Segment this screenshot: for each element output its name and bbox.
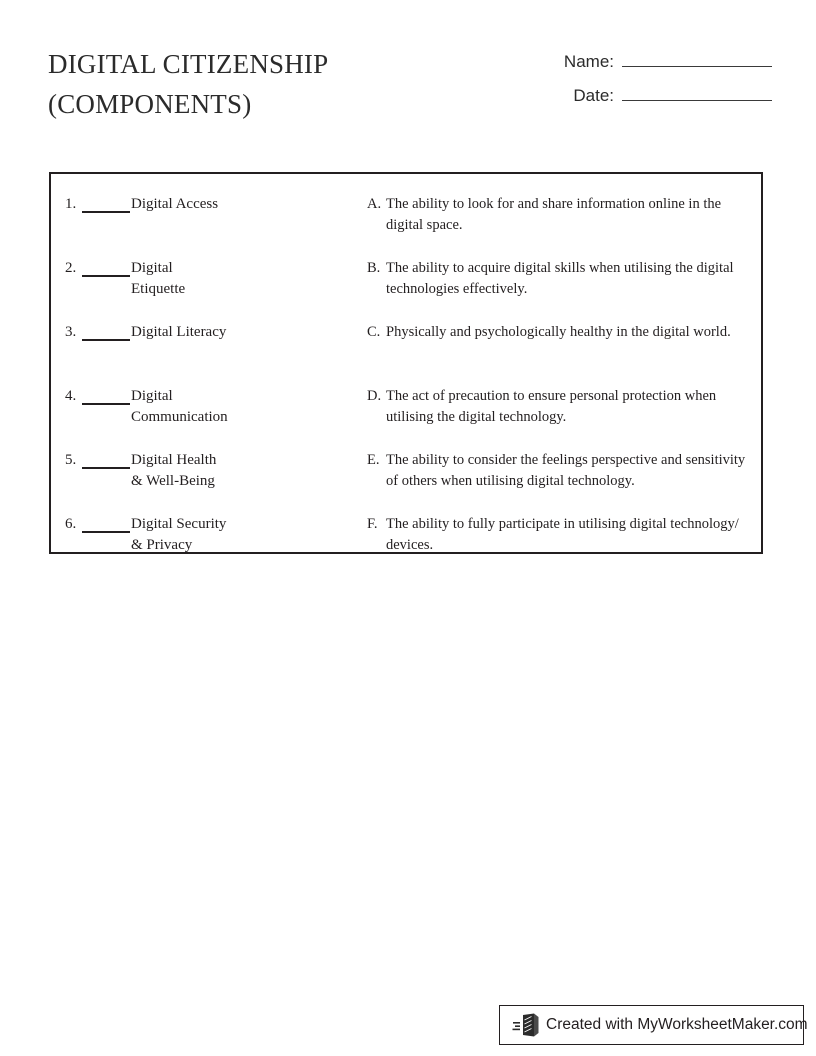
definition-row [367, 258, 755, 322]
term-answer-blank[interactable] [82, 275, 130, 277]
term-label-line-1: Digital Access [131, 196, 219, 212]
page-title-line-2: (COMPONENTS) [48, 89, 252, 119]
definition-row [367, 194, 755, 258]
date-input-line[interactable] [622, 81, 772, 101]
term-label-line-2: & Well-Being [131, 473, 215, 489]
definition-letter: D. [367, 388, 382, 404]
term-label [131, 322, 281, 343]
term-answer-blank[interactable] [82, 403, 130, 405]
definition-row [367, 450, 755, 514]
definition-row [367, 514, 755, 578]
name-row [520, 47, 772, 81]
term-number: 6. [65, 516, 77, 532]
term-label [131, 450, 281, 492]
term-label [131, 194, 281, 215]
term-answer-blank[interactable] [82, 339, 130, 341]
terms-column [65, 194, 365, 578]
matching-columns [51, 174, 761, 552]
term-number: 3. [65, 324, 77, 340]
definition-text: The ability to consider the feelings perspective and sensitivity of others when utilising digital technology. [386, 452, 746, 489]
term-row [65, 258, 365, 322]
definition-text: The act of precaution to ensure personal protection when utilising the digital technology. [386, 388, 717, 425]
definition-row [367, 322, 755, 386]
term-label-line-1: Digital [131, 388, 173, 404]
definition-letter: B. [367, 260, 381, 276]
term-number: 5. [65, 452, 77, 468]
definition-letter: A. [367, 196, 382, 212]
created-with-label: Created with MyWorksheetMaker.com [546, 1016, 808, 1033]
name-input-line[interactable] [622, 47, 772, 67]
term-answer-blank[interactable] [82, 211, 130, 213]
worksheet-maker-logo-icon [512, 1012, 540, 1038]
term-label-line-2: Communication [131, 409, 228, 425]
date-row [520, 81, 772, 115]
definition-letter: F. [367, 516, 378, 532]
term-label-line-1: Digital [131, 260, 173, 276]
definition-letter: E. [367, 452, 380, 468]
term-label-line-2: Etiquette [131, 281, 186, 297]
term-answer-blank[interactable] [82, 531, 130, 533]
definitions-column [367, 194, 755, 578]
matching-exercise-box [49, 172, 763, 554]
name-date-block [520, 47, 772, 115]
created-with-badge[interactable] [499, 1005, 808, 1045]
term-row [65, 514, 365, 578]
definition-row [367, 386, 755, 450]
definition-text: The ability to look for and share information online in the digital space. [386, 196, 722, 233]
page-title [48, 44, 508, 124]
definition-text: The ability to acquire digital skills when utilising the digital technologies effectively. [386, 260, 734, 297]
definition-letter: C. [367, 324, 381, 340]
term-row [65, 386, 365, 450]
name-label: Name: [563, 52, 614, 71]
term-row [65, 322, 365, 386]
date-label: Date: [573, 86, 614, 105]
definition-text: Physically and psychologically healthy in the digital world. [386, 324, 731, 340]
term-number: 4. [65, 388, 77, 404]
term-label [131, 386, 281, 428]
term-label-line-1: Digital Health [131, 452, 217, 468]
term-answer-blank[interactable] [82, 467, 130, 469]
term-number: 1. [65, 196, 77, 212]
term-label-line-1: Digital Security [131, 516, 227, 532]
term-label-line-1: Digital Literacy [131, 324, 227, 340]
term-label [131, 514, 281, 556]
page-title-line-1: DIGITAL CITIZENSHIP [48, 49, 329, 79]
term-row [65, 450, 365, 514]
term-row [65, 194, 365, 258]
term-number: 2. [65, 260, 77, 276]
definition-text: The ability to fully participate in utilising digital technology/ devices. [386, 516, 739, 553]
term-label [131, 258, 281, 300]
term-label-line-2: & Privacy [131, 537, 193, 553]
